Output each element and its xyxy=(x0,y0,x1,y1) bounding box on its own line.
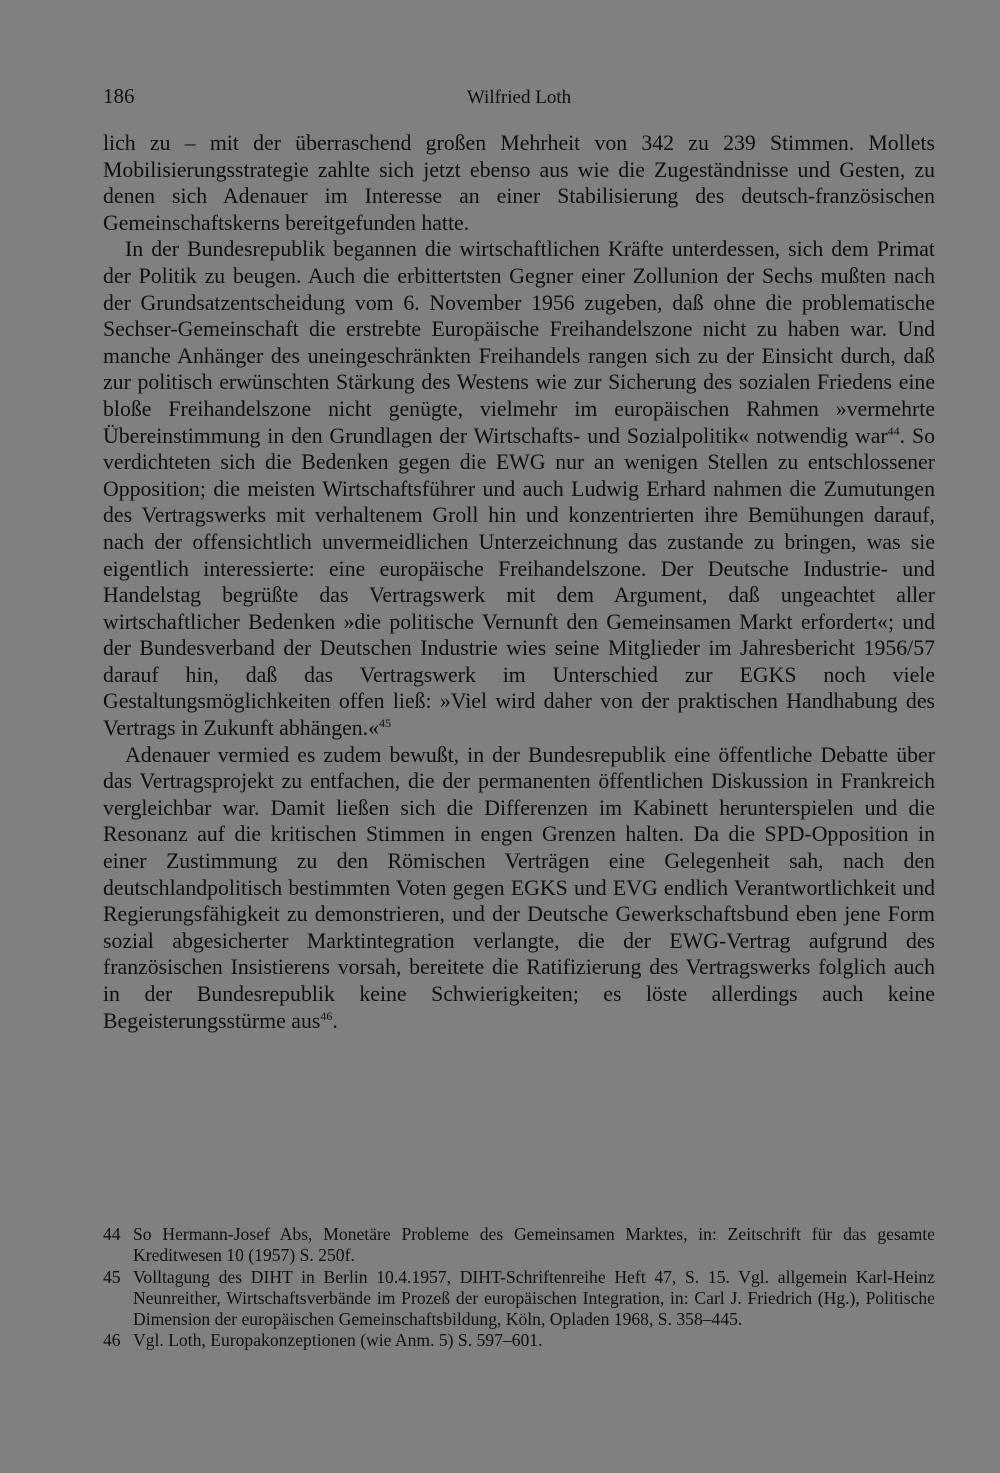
paragraph-2 xyxy=(103,236,935,741)
main-text xyxy=(103,130,935,1034)
footnote-text: So Hermann-Josef Abs, Monetäre Probleme des Gemeinsamen Marktes, in: Zeitschrift für das gesamte Kreditwesen 10 (1957) S. 250f. xyxy=(133,1224,935,1266)
paragraph-3-text-b: . xyxy=(332,1008,338,1033)
footnote-44 xyxy=(103,1224,935,1267)
footnote-number: 45 xyxy=(103,1266,121,1287)
page-number: 186 xyxy=(103,84,135,108)
footnote-ref-46: 46 xyxy=(320,1008,333,1023)
footnote-ref-44: 44 xyxy=(887,423,900,438)
page-header xyxy=(103,84,935,112)
footnotes-section xyxy=(103,1224,935,1352)
paragraph-2-text-b: . So verdichteten sich die Bedenken gegen die EWG nur an wenigen Stellen zu entschlossener Opposition; die meisten Wirtschaftsführer und auch Ludwig Erhard nahmen die Zumutungen des Vertragswerks mit verhaltenem Groll hin und konzentrierten ihre Bemühungen darauf, nach der offensichtlich unvermeidlichen Unterzeichnung das zustande zu bringen, was sie eigentlich interessierte: eine europäische Freihandelszone. Der Deutsche Industrie- und Handelstag begrüßte das Vertragswerk mit dem Argument, daß ungeachtet aller wirtschaftlicher Bedenken »die politische Vernunft den Gemeinsamen Markt erfordert«; und der Bundesverband der Deutschen Industrie wies seine Mitglieder im Jahresbericht 1956/57 darauf hin, daß das Vertragswerk im Unterschied zur EGKS noch viele Gestaltungsmöglichkeiten offen ließ: »Viel wird daher von der praktischen Handhabung des Vertrags in Zukunft abhängen.« xyxy=(103,423,936,741)
footnote-number: 44 xyxy=(103,1224,121,1244)
footnote-46 xyxy=(103,1330,935,1351)
paragraph-1-text: lich zu – mit der überraschend großen Mehrheit von 342 zu 239 Stimmen. Mollets Mobilisierungsstrategie zahlte sich jetzt ebenso aus wie die Zugeständnisse und Gesten, zu denen sich Adenauer im Interesse an einer Stabilisierung des deutsch-französischen Gemeinschaftskerns bereitgefunden hatte. xyxy=(103,131,935,235)
footnote-number: 46 xyxy=(103,1330,121,1351)
running-head-author: Wilfried Loth xyxy=(466,87,572,108)
paragraph-2-text-a: In der Bundesrepublik begannen die wirtschaftlichen Kräfte unterdessen, sich dem Primat der Politik zu beugen. Auch die erbittertsten Gegner einer Zollunion der Sechs mußten nach der Grundsatzentscheidung vom 6. November 1956 zugeben, daß ohne die problematische Sechser-Gemeinschaft die erstrebte Europäische Freihandelszone nicht zu haben war. Und manche Anhänger des uneingeschränkten Freihandels rangen sich zu der Einsicht durch, daß zur politisch erwünschten Stärkung des Westens wie zur Sicherung des sozialen Friedens eine bloße Freihandelszone nicht genügte, vielmehr im europäischen Rahmen »vermehrte Übereinstimmung in den Grundlagen der Wirtschafts- und Sozialpolitik« notwendig war xyxy=(103,237,935,448)
footnote-45 xyxy=(103,1267,935,1331)
paragraph-3 xyxy=(103,742,935,1035)
footnote-text: Vgl. Loth, Europakonzeptionen (wie Anm. 5) S. 597–601. xyxy=(133,1330,543,1351)
footnote-text: Volltagung des DIHT in Berlin 10.4.1957, DIHT-Schriftenreihe Heft 47, S. 15. Vgl. allgemein Karl-Heinz Neunreither, Wirtschaftsverbände im Prozeß der europäischen Integration, in: Carl J. Friedrich (Hg.), Politische Dimension der europäischen Gemeinschaftsbildung, Köln, Opladen 1968, S. 358–445. xyxy=(133,1266,935,1330)
paragraph-3-text-a: Adenauer vermied es zudem bewußt, in der Bundesrepublik eine öffentliche Debatte über das Vertragsprojekt zu entfachen, die der permanenten öffentlichen Diskussion in Frankreich vergleichbar war. Damit ließen sich die Differenzen im Kabinett herunterspielen und die Resonanz auf die kritischen Stimmen in engen Grenzen halten. Da die SPD-Opposition in einer Zustimmung zu den Römischen Verträgen eine Gelegenheit sah, nach den deutschlandpolitisch bestimmten Voten gegen EGKS und EVG endlich Verantwortlichkeit und Regierungsfähigkeit zu demonstrieren, und der Deutsche Gewerkschaftsbund eben jene Form sozial abgesicherter Marktintegration verlangte, die der EWG-Vertrag aufgrund des französischen Insistierens vorsah, bereitete die Ratifizierung des Vertragswerks folglich auch in der Bundesrepublik keine Schwierigkeiten; es löste allerdings auch keine Begeisterungsstürme aus xyxy=(103,742,935,1033)
paragraph-1 xyxy=(103,130,935,236)
footnote-ref-45: 45 xyxy=(379,716,392,731)
